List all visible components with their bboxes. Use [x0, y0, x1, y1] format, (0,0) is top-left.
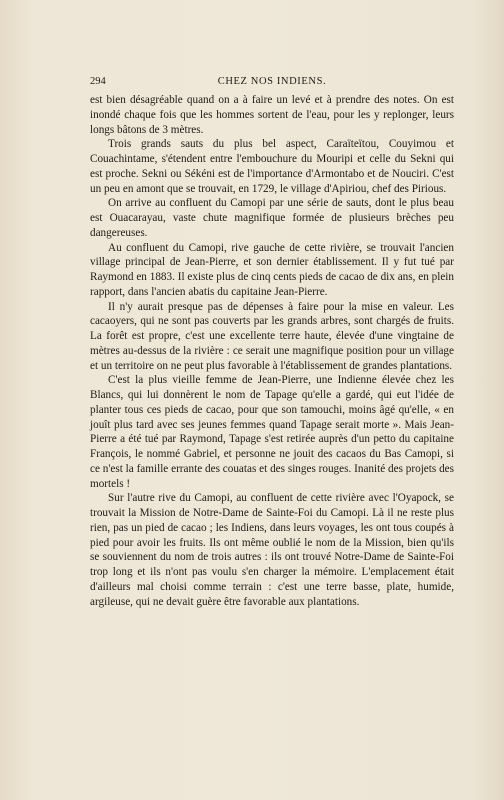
- paragraph: C'est la plus vieille femme de Jean-Pierre, une Indienne élevée chez les Blancs, qui lui donnèrent le nom de Tapage qu'elle a gardé, qui eut l'idée de planter tous ces pieds de cacao, pour que son tamouchi, moins âgé qu'elle, « en jouît plus tard avec ses jeunes femmes quand Tapage serait morte ». Mais Jean-Pierre a été tué par Raymond, Tapage s'est retirée auprès d'un petto du capitaine François, le nommé Gabriel, et personne ne jouit des cacaos du Bas Camopi, si ce n'est la famille errante des couatas et des singes rouges. Inanité des projets des mortels !: [90, 374, 454, 490]
- paragraph: est bien désagréable quand on a à faire un levé et à prendre des notes. On est inondé chaque fois que les hommes sortent de l'eau, pour les y replonger, leurs longs bâtons de 3 mètres.: [90, 94, 454, 136]
- paragraph: Au confluent du Camopi, rive gauche de cette rivière, se trouvait l'ancien village principal de Jean-Pierre, et son dernier établissement. Il y fut tué par Raymond en 1883. Il existe plus de cinq cents pieds de cacao de dix ans, en plein rapport, dans l'ancien abatis du capitaine Jean-Pierre.: [90, 241, 454, 298]
- paragraph: On arrive au confluent du Camopi par une série de sauts, dont le plus beau est Ouacarayau, vaste chute magnifique formée de plusieurs brèches peu dangereuses.: [90, 197, 454, 239]
- paragraph: Sur l'autre rive du Camopi, au confluent de cette rivière avec l'Oyapock, se trouvait la Mission de Notre-Dame de Sainte-Foi du Camopi. Là il ne reste plus rien, pas un pied de cacao ; les Indiens, dans leurs voyages, les ont tous coupés à pied pour avoir les fruits. Ils ont même oublié le nom de la Mission, bien qu'ils se souviennent du nom de trois autres : ils ont trouvé Notre-Dame de Sainte-Foi trop long et ils n'ont pas voulu s'en charger la mémoire. L'emplacement était d'ailleurs mal choisi comme terrain : c'est une terre basse, plate, humide, argileuse, qui ne devait guère être favorable aux plantations.: [90, 492, 454, 608]
- running-title: CHEZ NOS INDIENS.: [217, 76, 327, 87]
- page-number: 294: [90, 76, 106, 87]
- paragraph: Trois grands sauts du plus bel aspect, Caraïteïtou, Couyimou et Couachintame, s'étendent entre l'embouchure du Mouripi et celle du Sekni qui est proche. Sekni ou Sékéni est de l'importance d'Armontabo et de Nouciri. C'est un peu en amont que se trouvait, en 1729, le village d'Apiriou, chef des Pirious.: [90, 138, 454, 195]
- paragraph: Il n'y aurait presque pas de dépenses à faire pour la mise en valeur. Les cacaoyers, qui ne sont pas couverts par les grands arbres, sont chargés de fruits. La forêt est propre, c'est une excellente terre haute, élevée d'une vingtaine de mètres au-dessus de la rivière : ce serait une magnifique position pour un village et un territoire on ne peut plus favorable à l'établissement de grandes plantations.: [90, 300, 454, 372]
- page-header: [90, 76, 454, 90]
- body-text: [90, 93, 454, 609]
